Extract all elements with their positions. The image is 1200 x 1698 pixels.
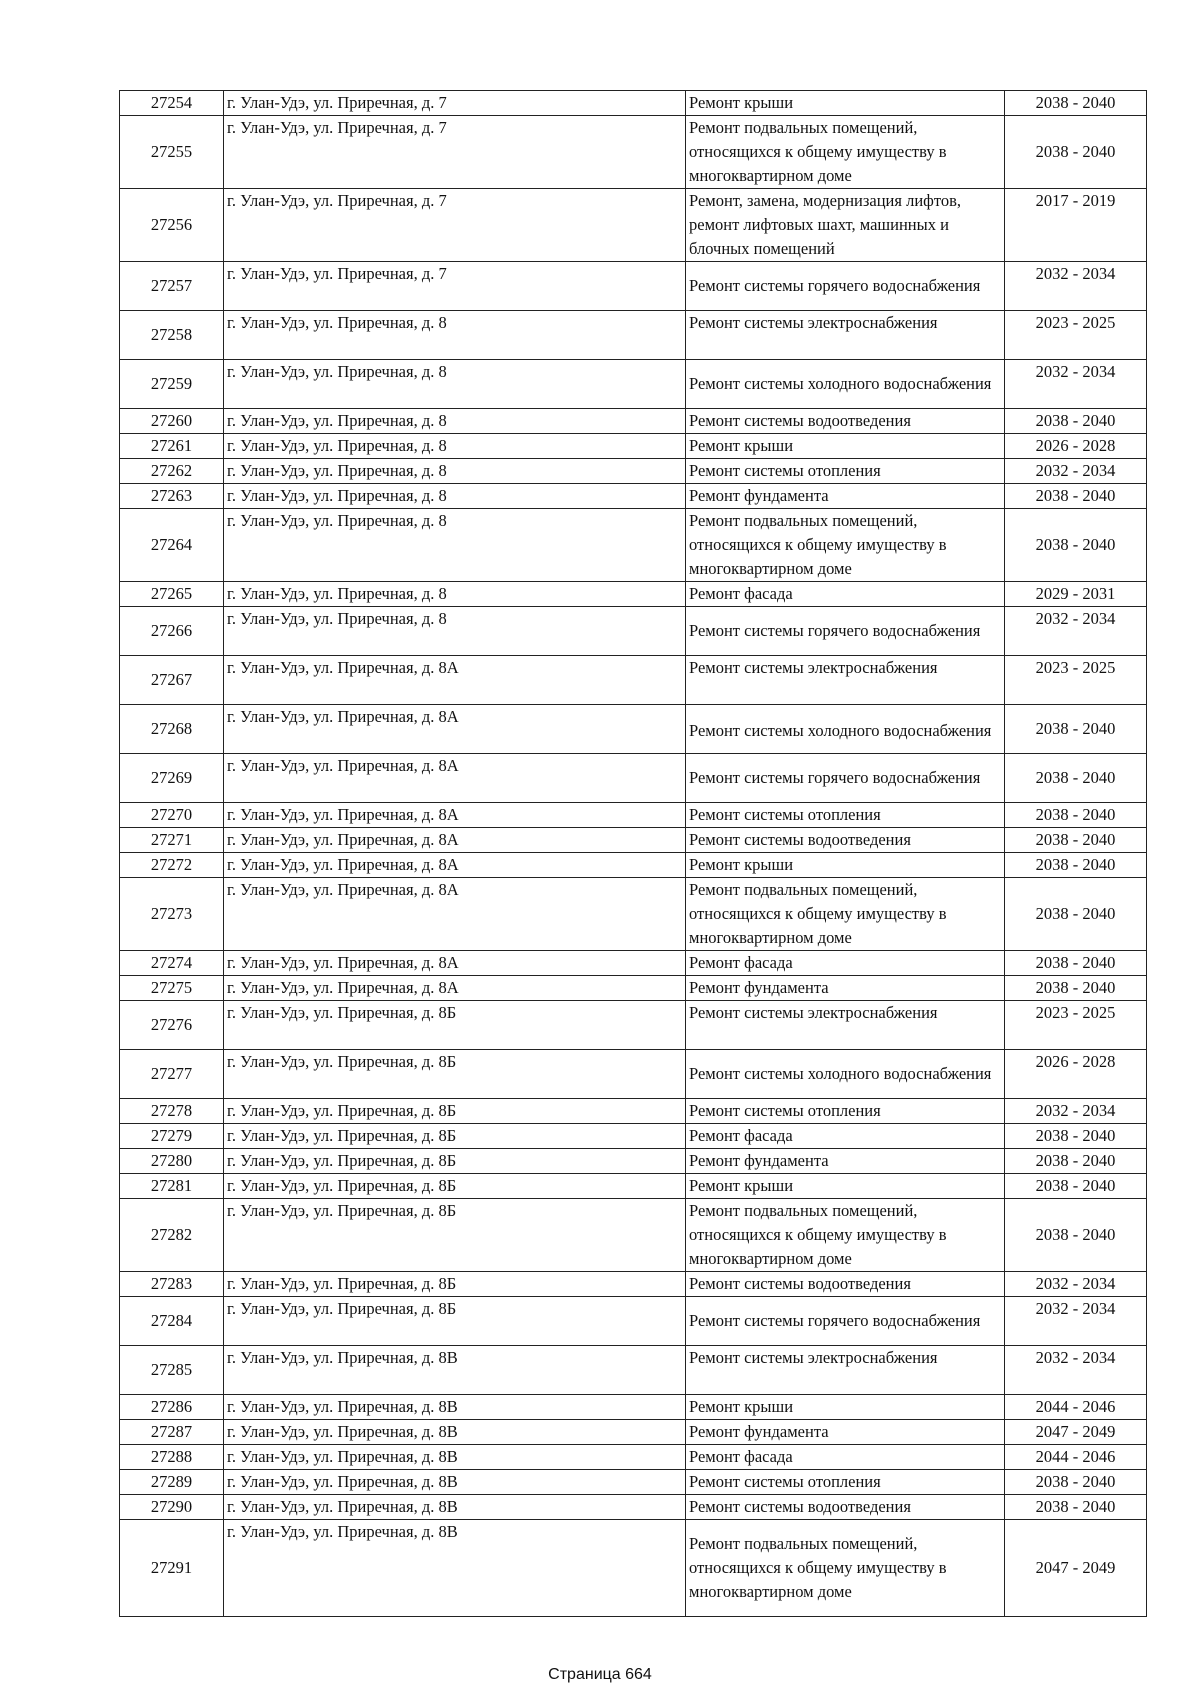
row-number: 27287 xyxy=(120,1420,224,1445)
row-number: 27264 xyxy=(120,509,224,582)
row-address: г. Улан-Удэ, ул. Приречная, д. 8А xyxy=(224,878,686,951)
row-address: г. Улан-Удэ, ул. Приречная, д. 8Б xyxy=(224,1099,686,1124)
row-work-type: Ремонт системы водоотведения xyxy=(686,1272,1005,1297)
row-work-type: Ремонт системы электроснабжения xyxy=(686,656,1005,705)
table-row xyxy=(120,311,1147,360)
row-address: г. Улан-Удэ, ул. Приречная, д. 8А xyxy=(224,754,686,803)
row-address: г. Улан-Удэ, ул. Приречная, д. 7 xyxy=(224,262,686,311)
row-work-type: Ремонт, замена, модернизация лифтов, ремонт лифтовых шахт, машинных и блочных помещений xyxy=(686,189,1005,262)
row-address: г. Улан-Удэ, ул. Приречная, д. 8Б xyxy=(224,1297,686,1346)
table-row xyxy=(120,1495,1147,1520)
row-number: 27259 xyxy=(120,360,224,409)
row-work-type: Ремонт системы отопления xyxy=(686,803,1005,828)
row-number: 27275 xyxy=(120,976,224,1001)
page-number: Страница 664 xyxy=(548,1666,652,1683)
row-period: 2038 - 2040 xyxy=(1005,1470,1147,1495)
row-number: 27288 xyxy=(120,1445,224,1470)
row-number: 27255 xyxy=(120,116,224,189)
row-period: 2047 - 2049 xyxy=(1005,1420,1147,1445)
row-work-type: Ремонт системы водоотведения xyxy=(686,409,1005,434)
row-address: г. Улан-Удэ, ул. Приречная, д. 8 xyxy=(224,360,686,409)
row-address: г. Улан-Удэ, ул. Приречная, д. 8Б xyxy=(224,1050,686,1099)
row-address: г. Улан-Удэ, ул. Приречная, д. 8А xyxy=(224,853,686,878)
row-period: 2047 - 2049 xyxy=(1005,1520,1147,1617)
row-period: 2026 - 2028 xyxy=(1005,1050,1147,1099)
row-period: 2032 - 2034 xyxy=(1005,1346,1147,1395)
table-row xyxy=(120,189,1147,262)
table-row xyxy=(120,607,1147,656)
row-work-type: Ремонт системы электроснабжения xyxy=(686,311,1005,360)
row-work-type: Ремонт подвальных помещений, относящихся к общему имуществу в многоквартирном доме xyxy=(686,878,1005,951)
row-period: 2038 - 2040 xyxy=(1005,754,1147,803)
row-address: г. Улан-Удэ, ул. Приречная, д. 7 xyxy=(224,116,686,189)
row-work-type: Ремонт системы отопления xyxy=(686,1470,1005,1495)
row-period: 2038 - 2040 xyxy=(1005,91,1147,116)
table-row xyxy=(120,262,1147,311)
row-period: 2038 - 2040 xyxy=(1005,803,1147,828)
table-row xyxy=(120,1124,1147,1149)
row-number: 27278 xyxy=(120,1099,224,1124)
table-body xyxy=(120,91,1147,1617)
row-number: 27269 xyxy=(120,754,224,803)
row-number: 27285 xyxy=(120,1346,224,1395)
row-number: 27283 xyxy=(120,1272,224,1297)
row-period: 2038 - 2040 xyxy=(1005,853,1147,878)
row-address: г. Улан-Удэ, ул. Приречная, д. 8А xyxy=(224,705,686,754)
row-number: 27272 xyxy=(120,853,224,878)
row-period: 2044 - 2046 xyxy=(1005,1445,1147,1470)
row-address: г. Улан-Удэ, ул. Приречная, д. 8 xyxy=(224,509,686,582)
table-row xyxy=(120,1470,1147,1495)
row-period: 2032 - 2034 xyxy=(1005,360,1147,409)
row-period: 2026 - 2028 xyxy=(1005,434,1147,459)
row-address: г. Улан-Удэ, ул. Приречная, д. 8Б xyxy=(224,1124,686,1149)
row-address: г. Улан-Удэ, ул. Приречная, д. 8В xyxy=(224,1495,686,1520)
row-period: 2038 - 2040 xyxy=(1005,951,1147,976)
row-number: 27267 xyxy=(120,656,224,705)
row-period: 2038 - 2040 xyxy=(1005,1495,1147,1520)
row-address: г. Улан-Удэ, ул. Приречная, д. 8А xyxy=(224,656,686,705)
row-address: г. Улан-Удэ, ул. Приречная, д. 8В xyxy=(224,1346,686,1395)
row-work-type: Ремонт системы горячего водоснабжения xyxy=(686,1297,1005,1346)
row-address: г. Улан-Удэ, ул. Приречная, д. 8 xyxy=(224,311,686,360)
table-row xyxy=(120,803,1147,828)
row-work-type: Ремонт системы отопления xyxy=(686,1099,1005,1124)
row-work-type: Ремонт фасада xyxy=(686,582,1005,607)
row-number: 27273 xyxy=(120,878,224,951)
row-address: г. Улан-Удэ, ул. Приречная, д. 8 xyxy=(224,607,686,656)
table-row xyxy=(120,1520,1147,1617)
row-period: 2038 - 2040 xyxy=(1005,705,1147,754)
table-row xyxy=(120,828,1147,853)
table-row xyxy=(120,582,1147,607)
row-period: 2023 - 2025 xyxy=(1005,1001,1147,1050)
row-number: 27257 xyxy=(120,262,224,311)
row-work-type: Ремонт подвальных помещений, относящихся к общему имуществу в многоквартирном доме xyxy=(686,116,1005,189)
table-row xyxy=(120,853,1147,878)
row-address: г. Улан-Удэ, ул. Приречная, д. 8В xyxy=(224,1395,686,1420)
table-row xyxy=(120,434,1147,459)
row-period: 2032 - 2034 xyxy=(1005,459,1147,484)
table-row xyxy=(120,976,1147,1001)
row-work-type: Ремонт крыши xyxy=(686,1174,1005,1199)
row-period: 2038 - 2040 xyxy=(1005,828,1147,853)
row-period: 2032 - 2034 xyxy=(1005,1099,1147,1124)
row-number: 27254 xyxy=(120,91,224,116)
table-row xyxy=(120,1001,1147,1050)
row-period: 2038 - 2040 xyxy=(1005,409,1147,434)
table-row xyxy=(120,1395,1147,1420)
row-address: г. Улан-Удэ, ул. Приречная, д. 8 xyxy=(224,434,686,459)
row-number: 27265 xyxy=(120,582,224,607)
row-address: г. Улан-Удэ, ул. Приречная, д. 8Б xyxy=(224,1001,686,1050)
row-period: 2038 - 2040 xyxy=(1005,976,1147,1001)
row-work-type: Ремонт подвальных помещений, относящихся к общему имуществу в многоквартирном доме xyxy=(686,509,1005,582)
table-row xyxy=(120,705,1147,754)
row-number: 27271 xyxy=(120,828,224,853)
row-number: 27261 xyxy=(120,434,224,459)
row-period: 2017 - 2019 xyxy=(1005,189,1147,262)
row-number: 27280 xyxy=(120,1149,224,1174)
row-work-type: Ремонт системы водоотведения xyxy=(686,828,1005,853)
row-period: 2038 - 2040 xyxy=(1005,509,1147,582)
table-row xyxy=(120,116,1147,189)
row-number: 27277 xyxy=(120,1050,224,1099)
row-work-type: Ремонт крыши xyxy=(686,91,1005,116)
row-work-type: Ремонт подвальных помещений, относящихся к общему имуществу в многоквартирном доме xyxy=(686,1199,1005,1272)
row-number: 27291 xyxy=(120,1520,224,1617)
row-period: 2038 - 2040 xyxy=(1005,484,1147,509)
table-row xyxy=(120,1199,1147,1272)
row-work-type: Ремонт фундамента xyxy=(686,1149,1005,1174)
row-address: г. Улан-Удэ, ул. Приречная, д. 8В xyxy=(224,1470,686,1495)
row-work-type: Ремонт фасада xyxy=(686,1124,1005,1149)
row-number: 27284 xyxy=(120,1297,224,1346)
row-address: г. Улан-Удэ, ул. Приречная, д. 8Б xyxy=(224,1272,686,1297)
row-address: г. Улан-Удэ, ул. Приречная, д. 8Б xyxy=(224,1199,686,1272)
table-row xyxy=(120,1050,1147,1099)
row-period: 2023 - 2025 xyxy=(1005,656,1147,705)
row-number: 27276 xyxy=(120,1001,224,1050)
row-work-type: Ремонт системы холодного водоснабжения xyxy=(686,1050,1005,1099)
row-work-type: Ремонт крыши xyxy=(686,853,1005,878)
table-row xyxy=(120,509,1147,582)
table-row xyxy=(120,1297,1147,1346)
row-number: 27260 xyxy=(120,409,224,434)
row-work-type: Ремонт системы горячего водоснабжения xyxy=(686,262,1005,311)
row-work-type: Ремонт подвальных помещений, относящихся к общему имуществу в многоквартирном доме xyxy=(686,1520,1005,1617)
row-number: 27281 xyxy=(120,1174,224,1199)
row-number: 27274 xyxy=(120,951,224,976)
row-number: 27286 xyxy=(120,1395,224,1420)
table-row xyxy=(120,1174,1147,1199)
row-period: 2029 - 2031 xyxy=(1005,582,1147,607)
row-number: 27268 xyxy=(120,705,224,754)
table-row xyxy=(120,1346,1147,1395)
row-number: 27279 xyxy=(120,1124,224,1149)
row-number: 27290 xyxy=(120,1495,224,1520)
table-row xyxy=(120,1420,1147,1445)
row-work-type: Ремонт фасада xyxy=(686,1445,1005,1470)
row-address: г. Улан-Удэ, ул. Приречная, д. 8 xyxy=(224,484,686,509)
row-address: г. Улан-Удэ, ул. Приречная, д. 8 xyxy=(224,409,686,434)
row-address: г. Улан-Удэ, ул. Приречная, д. 8Б xyxy=(224,1174,686,1199)
table-row xyxy=(120,1099,1147,1124)
table-row xyxy=(120,754,1147,803)
row-address: г. Улан-Удэ, ул. Приречная, д. 7 xyxy=(224,189,686,262)
row-period: 2038 - 2040 xyxy=(1005,1124,1147,1149)
row-number: 27262 xyxy=(120,459,224,484)
row-work-type: Ремонт фундамента xyxy=(686,484,1005,509)
table-row xyxy=(120,1445,1147,1470)
row-address: г. Улан-Удэ, ул. Приречная, д. 7 xyxy=(224,91,686,116)
row-period: 2023 - 2025 xyxy=(1005,311,1147,360)
row-period: 2044 - 2046 xyxy=(1005,1395,1147,1420)
table-row xyxy=(120,360,1147,409)
row-period: 2038 - 2040 xyxy=(1005,1174,1147,1199)
table-row xyxy=(120,459,1147,484)
row-number: 27258 xyxy=(120,311,224,360)
row-address: г. Улан-Удэ, ул. Приречная, д. 8Б xyxy=(224,1149,686,1174)
row-work-type: Ремонт системы холодного водоснабжения xyxy=(686,705,1005,754)
table-row xyxy=(120,656,1147,705)
row-number: 27263 xyxy=(120,484,224,509)
row-address: г. Улан-Удэ, ул. Приречная, д. 8А xyxy=(224,951,686,976)
row-work-type: Ремонт фундамента xyxy=(686,976,1005,1001)
row-period: 2032 - 2034 xyxy=(1005,607,1147,656)
row-period: 2032 - 2034 xyxy=(1005,1272,1147,1297)
row-number: 27270 xyxy=(120,803,224,828)
row-number: 27282 xyxy=(120,1199,224,1272)
table-row xyxy=(120,409,1147,434)
row-number: 27266 xyxy=(120,607,224,656)
repair-schedule-table xyxy=(119,90,1147,1617)
row-number: 27256 xyxy=(120,189,224,262)
row-work-type: Ремонт фасада xyxy=(686,951,1005,976)
row-address: г. Улан-Удэ, ул. Приречная, д. 8А xyxy=(224,828,686,853)
row-work-type: Ремонт системы горячего водоснабжения xyxy=(686,607,1005,656)
row-period: 2032 - 2034 xyxy=(1005,262,1147,311)
row-period: 2032 - 2034 xyxy=(1005,1297,1147,1346)
row-address: г. Улан-Удэ, ул. Приречная, д. 8В xyxy=(224,1420,686,1445)
row-address: г. Улан-Удэ, ул. Приречная, д. 8В xyxy=(224,1445,686,1470)
row-period: 2038 - 2040 xyxy=(1005,1199,1147,1272)
row-work-type: Ремонт системы электроснабжения xyxy=(686,1001,1005,1050)
row-address: г. Улан-Удэ, ул. Приречная, д. 8В xyxy=(224,1520,686,1617)
table-row xyxy=(120,91,1147,116)
table-row xyxy=(120,1149,1147,1174)
row-address: г. Улан-Удэ, ул. Приречная, д. 8 xyxy=(224,459,686,484)
row-period: 2038 - 2040 xyxy=(1005,1149,1147,1174)
row-work-type: Ремонт системы электроснабжения xyxy=(686,1346,1005,1395)
table-row xyxy=(120,1272,1147,1297)
row-number: 27289 xyxy=(120,1470,224,1495)
row-work-type: Ремонт крыши xyxy=(686,434,1005,459)
row-work-type: Ремонт системы отопления xyxy=(686,459,1005,484)
table-row xyxy=(120,484,1147,509)
row-work-type: Ремонт фундамента xyxy=(686,1420,1005,1445)
row-address: г. Улан-Удэ, ул. Приречная, д. 8А xyxy=(224,976,686,1001)
row-address: г. Улан-Удэ, ул. Приречная, д. 8 xyxy=(224,582,686,607)
row-period: 2038 - 2040 xyxy=(1005,116,1147,189)
row-period: 2038 - 2040 xyxy=(1005,878,1147,951)
row-work-type: Ремонт крыши xyxy=(686,1395,1005,1420)
row-work-type: Ремонт системы горячего водоснабжения xyxy=(686,754,1005,803)
table-row xyxy=(120,951,1147,976)
row-work-type: Ремонт системы водоотведения xyxy=(686,1495,1005,1520)
table-row xyxy=(120,878,1147,951)
row-address: г. Улан-Удэ, ул. Приречная, д. 8А xyxy=(224,803,686,828)
row-work-type: Ремонт системы холодного водоснабжения xyxy=(686,360,1005,409)
